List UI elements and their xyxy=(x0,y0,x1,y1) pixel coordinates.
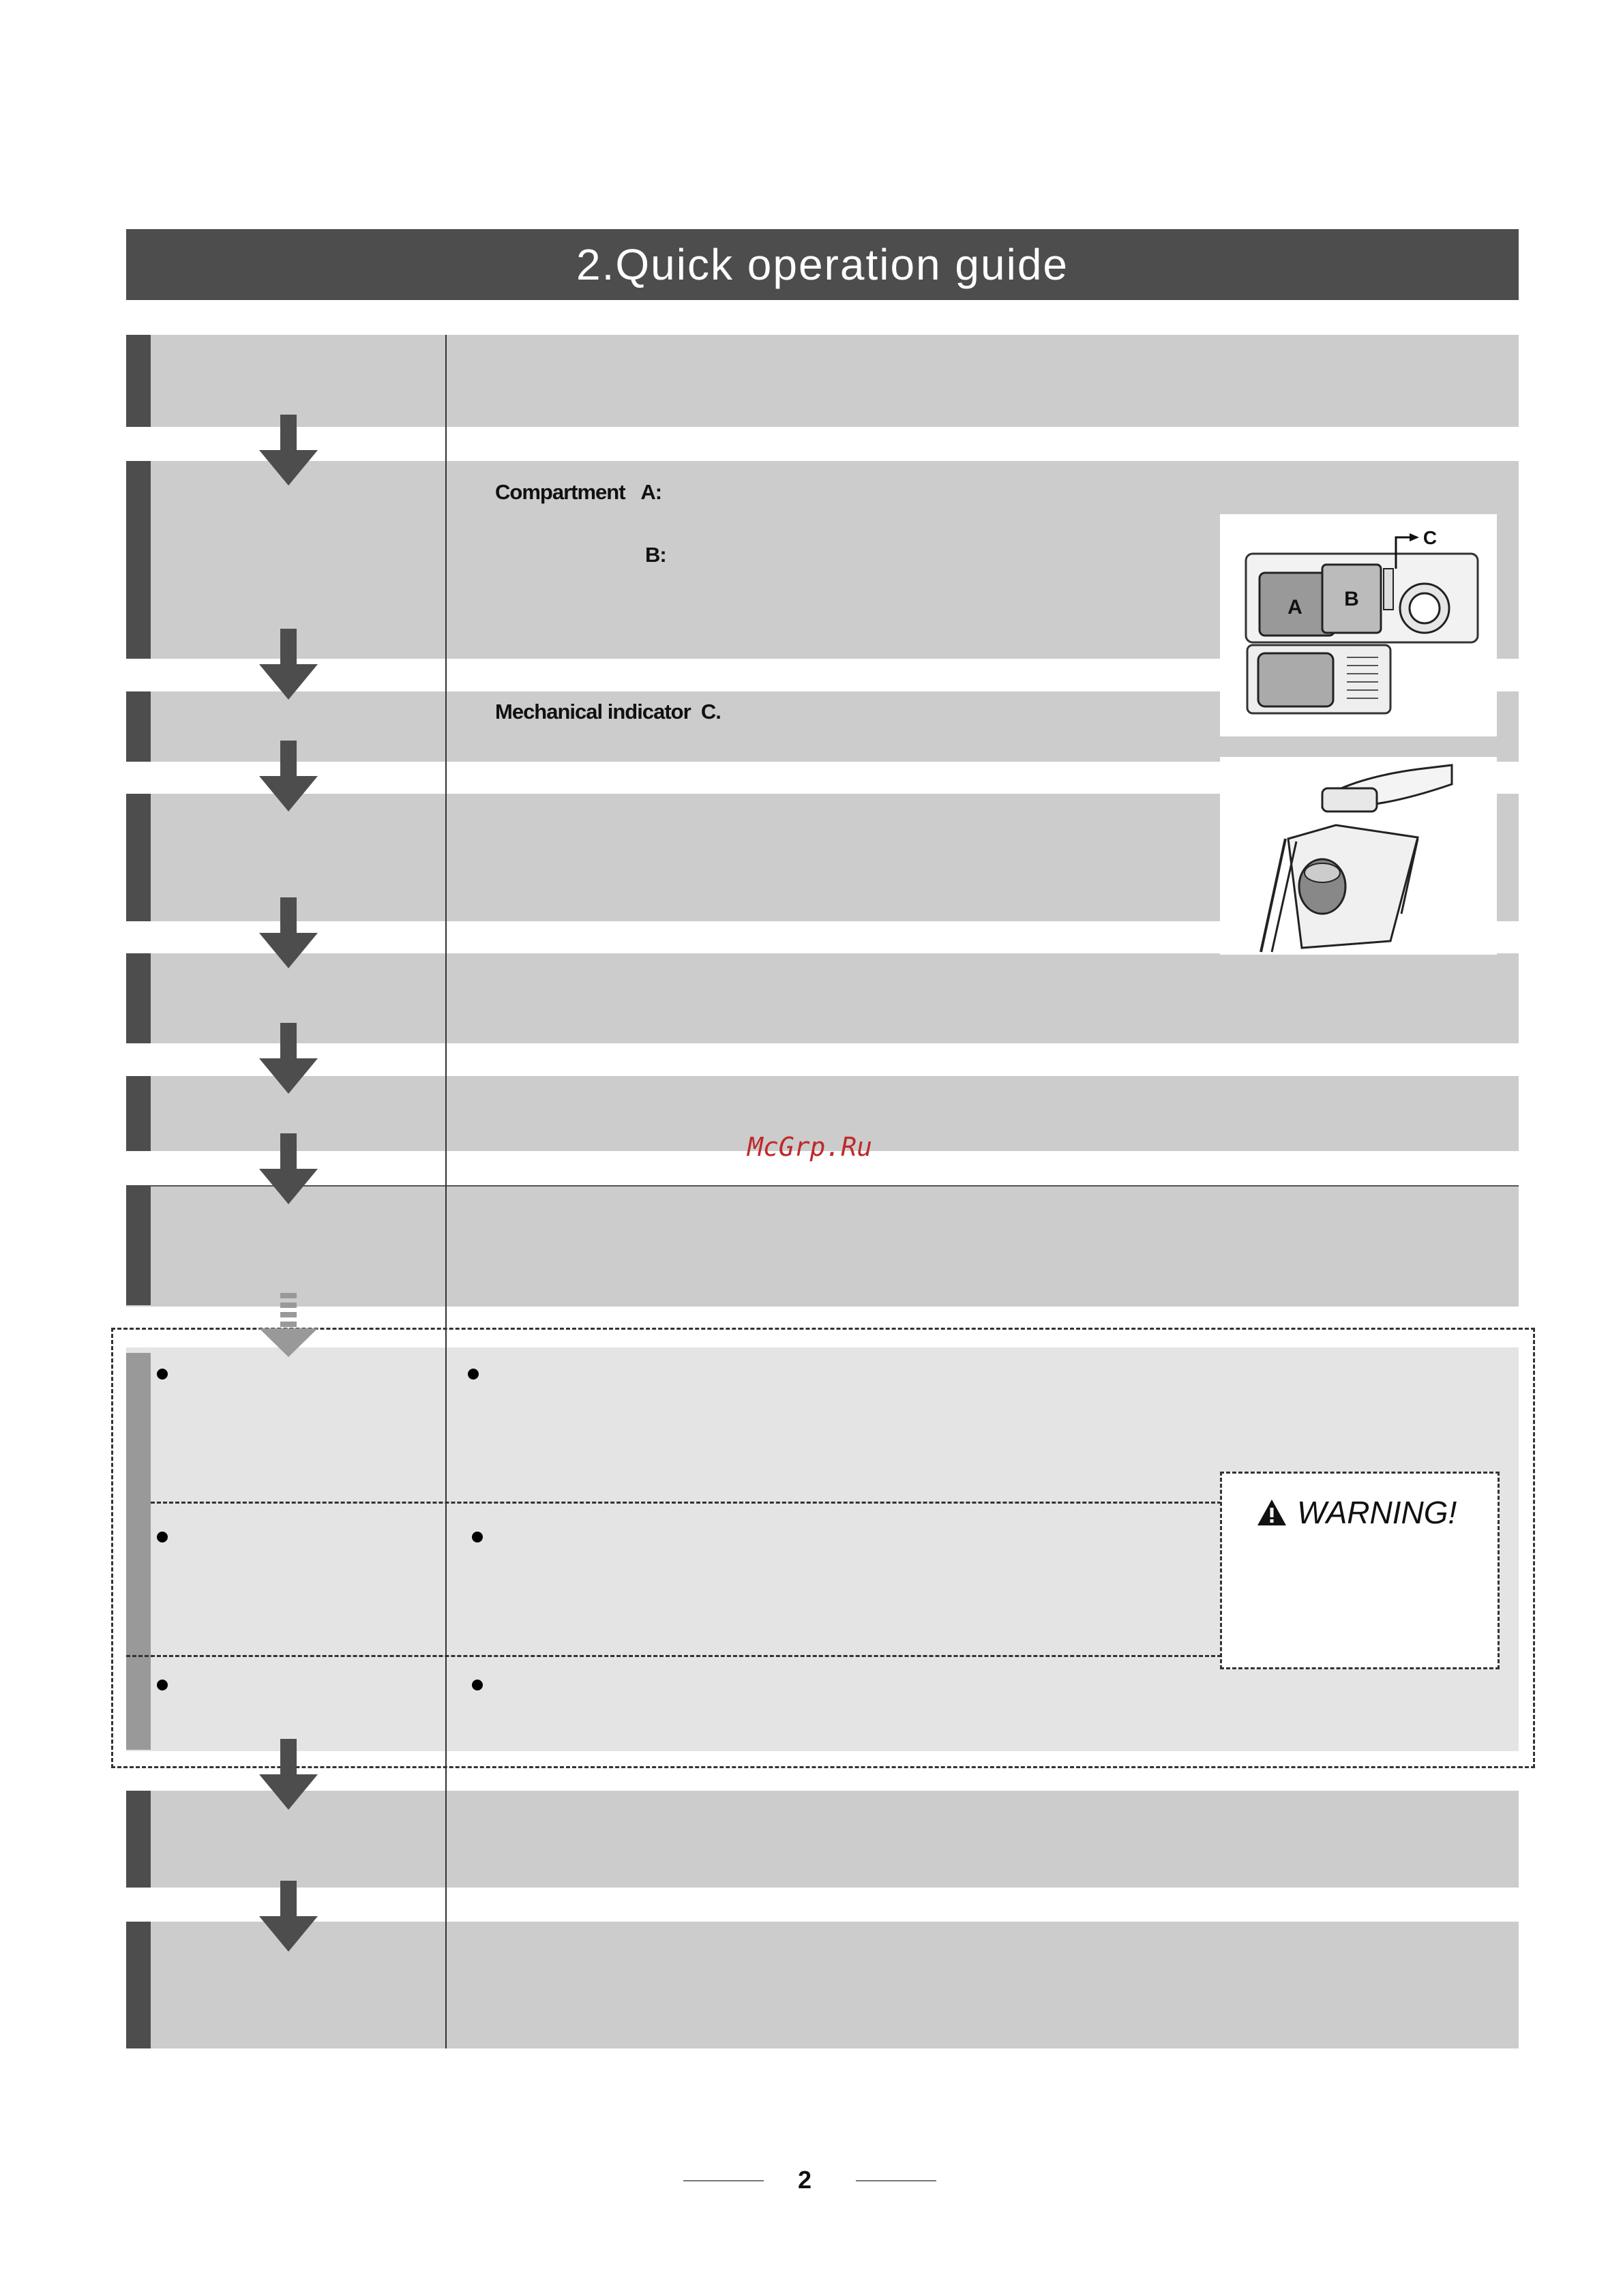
diagram-label-b: B xyxy=(1344,588,1359,610)
watermark: McGrp.Ru xyxy=(747,1132,873,1162)
dashed-down-arrow-icon xyxy=(259,1293,318,1364)
rinse-aid-illustration xyxy=(1220,757,1497,955)
step-marker-4 xyxy=(126,794,151,921)
bullet xyxy=(157,1532,168,1542)
warning-heading xyxy=(1256,1494,1457,1531)
indicator-label: Mechanical indicator C. xyxy=(495,700,721,724)
step-row-1 xyxy=(126,335,1519,427)
compartment-b-label: B: xyxy=(645,543,666,567)
down-arrow-icon xyxy=(259,629,318,700)
down-arrow-icon xyxy=(259,1881,318,1952)
compartment-label: Compartment A: xyxy=(495,480,662,504)
optional-divider-2 xyxy=(126,1655,1221,1657)
step-row-9 xyxy=(126,1922,1519,2048)
diagram-label-c: C xyxy=(1423,527,1438,548)
page-title: 2.Quick operation guide xyxy=(126,229,1519,300)
warning-box xyxy=(1220,1472,1500,1669)
step-marker-7 xyxy=(126,1185,151,1305)
step-marker-9 xyxy=(126,1922,151,2048)
step-marker-8 xyxy=(126,1791,151,1888)
step-marker-3 xyxy=(126,691,151,762)
optional-divider-1 xyxy=(151,1502,1221,1504)
footer-line-right xyxy=(856,2180,936,2181)
warning-icon xyxy=(1256,1498,1287,1527)
step-row-8 xyxy=(126,1791,1519,1888)
down-arrow-icon xyxy=(259,1023,318,1094)
step-marker-2 xyxy=(126,461,151,659)
step-marker-6 xyxy=(126,1076,151,1151)
bullet xyxy=(157,1680,168,1690)
down-arrow-icon xyxy=(259,415,318,486)
step-marker-1 xyxy=(126,335,151,427)
step-row-7 xyxy=(126,1185,1519,1307)
bullet xyxy=(472,1532,483,1542)
down-arrow-icon xyxy=(259,1133,318,1204)
step-marker-5 xyxy=(126,953,151,1043)
bullet xyxy=(472,1680,483,1690)
bullet xyxy=(157,1369,168,1380)
diagram-label-a: A xyxy=(1287,596,1302,618)
footer-line-left xyxy=(683,2180,764,2181)
down-arrow-icon xyxy=(259,741,318,811)
down-arrow-icon xyxy=(259,897,318,968)
down-arrow-icon xyxy=(259,1739,318,1810)
warning-label: WARNING! xyxy=(1297,1495,1457,1530)
bullet xyxy=(468,1369,479,1380)
step-row-5 xyxy=(126,953,1519,1043)
dispenser-diagram xyxy=(1220,514,1497,736)
column-divider xyxy=(445,335,447,2048)
page-number: 2 xyxy=(798,2166,812,2194)
